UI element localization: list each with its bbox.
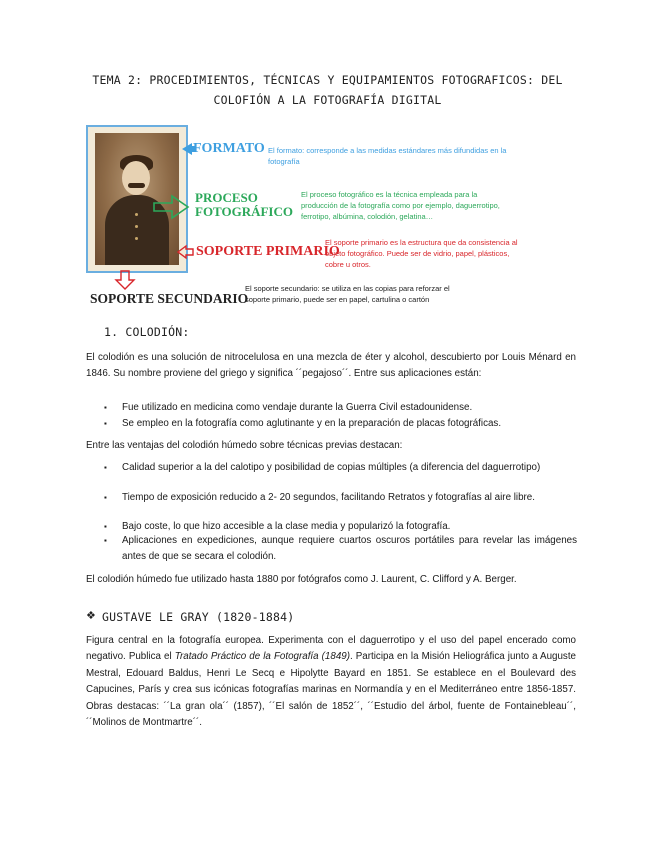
- soporte-primario-arrow-icon: [178, 246, 193, 258]
- le-gray-text-1: Figura central en la fotografía europea. Experimenta con el daguerrotipo y el uso del papel encerado como negativo. Publica el: [86, 635, 576, 663]
- colodion-intro-paragraph: El colodión es una solución de nitrocelulosa en una mezcla de éter y alcohol, descubierto por Louis Ménard en 1846. Su nombre proviene del griego y significa ´´pegajoso´´. Entre sus aplicaciones están:: [86, 352, 576, 380]
- proceso-label: [195, 191, 293, 219]
- list-item: ▪ Bajo coste, lo que hizo accesible a la clase media y popularizó la fotografía.: [122, 519, 577, 535]
- soporte-secundario-description: El soporte secundario: se utiliza en las copias para reforzar el soporte primario, puede ser en papel, cartulina o cartón: [245, 284, 450, 304]
- soporte-primario-label: SOPORTE PRIMARIO: [196, 244, 340, 259]
- section-heading-le-gray: GUSTAVE LE GRAY (1820-1884): [102, 610, 295, 624]
- diamond-bullet-icon: ❖: [86, 610, 96, 622]
- list-item: ▪ Calidad superior a la del calotipo y posibilidad de copias múltiples (a diferencia del daguerrotipo): [122, 460, 577, 476]
- list-item: ▪ Aplicaciones en expediciones, aunque requiere cuartos oscuros portátiles para revelar las imágenes antes de que se secara el colodión.: [122, 533, 577, 566]
- book-title: Tratado Práctico de la Fotografía (1849): [174, 651, 350, 663]
- colodion-closing-paragraph: El colodión húmedo fue utilizado hasta 1880 por fotógrafos como J. Laurent, C. Clifford y A. Berger.: [86, 574, 517, 585]
- proceso-label-line-1: PROCESO: [195, 190, 258, 205]
- le-gray-text-2: . Participa en la Misión Heliográfica junto a Auguste Mestral, Edouard Baldus, Henri Le Secq e Hipolytte Bayard en 1851. Se establece en el Boulevard des Capucines, París y crea sus icónicas fotografías marinas en Normandía y en el Mediterráneo entre 1856-1857. Obras destacas: ´´La gran ola´´ (1857), ´´El salón de 1852´´, ´´Estudio del árbol, fuente de Fontainebleau´´, ´´Molinos de Montmartre´´.: [86, 651, 577, 729]
- title-line-1: TEMA 2: PROCEDIMIENTOS, TÉCNICAS Y EQUIPAMIENTOS FOTOGRAFICOS: DEL: [92, 73, 563, 87]
- section-heading-colodion: 1. COLODIÓN:: [104, 325, 190, 339]
- advantages-intro-paragraph: Entre las ventajas del colodión húmedo sobre técnicas previas destacan:: [86, 440, 403, 451]
- formato-label: FORMATO: [193, 141, 265, 156]
- proceso-description: El proceso fotográfico es la técnica empleada para la producción de la fotografía como por ejemplo, daguerrotipo, ferrotipo, albúmina, colodión, gelatina…: [301, 190, 500, 221]
- proceso-label-line-2: FOTOGRÁFICO: [195, 204, 293, 219]
- formato-description: El formato: corresponde a las medidas estándares más difundidas en la fotografía: [268, 146, 507, 166]
- soporte-primario-description: El soporte primario es la estructura que da consistencia al objeto fotográfico. Puede ser de vidrio, papel, plásticos, cobre u otros.: [325, 238, 518, 269]
- le-gray-paragraph: [86, 633, 576, 731]
- list-item: ▪ Se empleo en la fotografía como aglutinante y en la preparación de placas fotográficas.: [122, 416, 577, 432]
- title-line-2: COLOFIÓN A LA FOTOGRAFÍA DIGITAL: [213, 93, 442, 107]
- soporte-secundario-label: SOPORTE SECUNDARIO: [90, 291, 249, 306]
- proceso-arrow-icon: [154, 196, 188, 218]
- list-item: ▪ Tiempo de exposición reducido a 2- 20 segundos, facilitando Retratos y fotografías al aire libre.: [122, 490, 577, 506]
- list-item: ▪ Fue utilizado en medicina como vendaje durante la Guerra Civil estadounidense.: [122, 400, 577, 416]
- soporte-secundario-arrow-icon: [116, 271, 134, 289]
